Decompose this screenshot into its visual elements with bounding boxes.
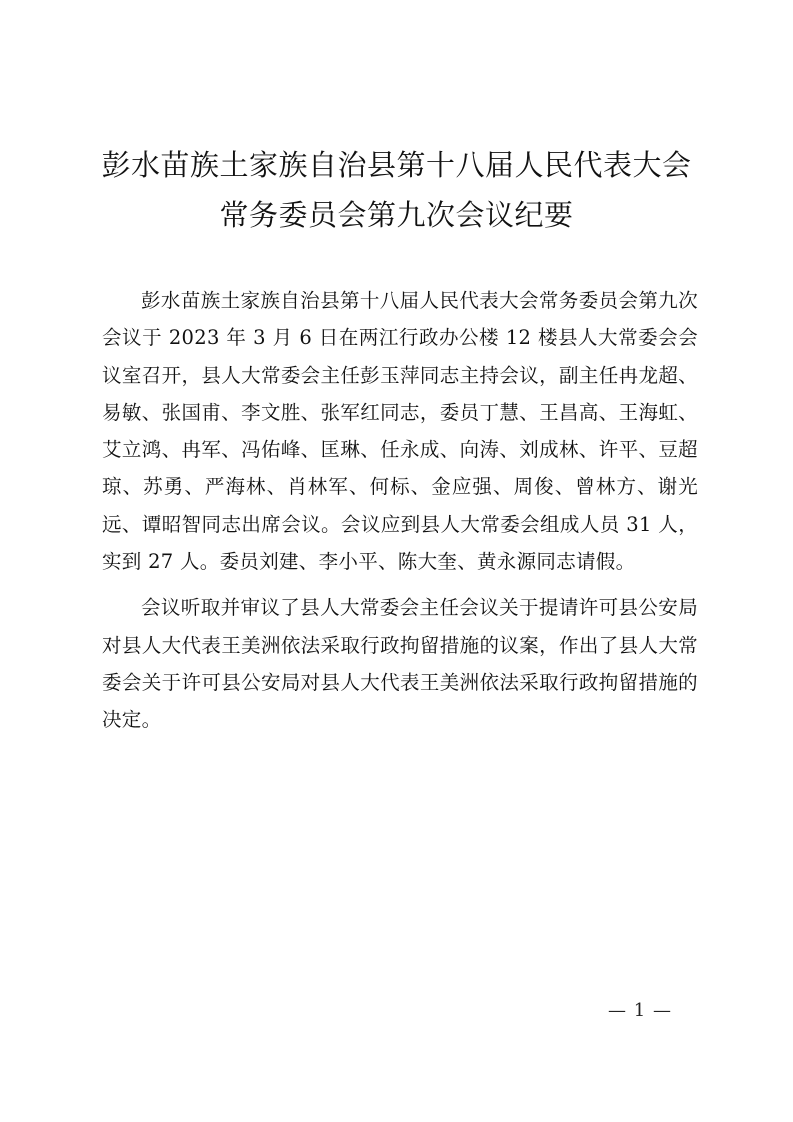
page-number: — 1 — bbox=[608, 1000, 672, 1021]
document-body bbox=[102, 282, 698, 748]
title-line-1: 彭水苗族土家族自治县第十八届人民代表大会 bbox=[101, 148, 692, 182]
title-line-2: 常务委员会第九次会议纪要 bbox=[219, 198, 574, 232]
paragraph-resolution: 会议听取并审议了县人大常委会主任会议关于提请许可县公安局对县人大代表王美洲依法采取行政拘留措施的议案，作出了县人大常委会关于许可县公安局对县人大代表王美洲依法采取行政拘留措施的决定。 bbox=[102, 596, 698, 732]
paragraph-attendance: 彭水苗族土家族自治县第十八届人民代表大会常务委员会第九次会议于 2023 年 3 月 6 日在两江行政办公楼 12 楼县人大常委会会议室召开，县人大常委会主任彭玉萍同志主持会议，副主任冉龙超、易敏、张国甫、李文胜、张军红同志，委员丁慧、王昌高、王海虹、艾立鸿、冉军、冯佑峰、匡琳、任永成、向涛、刘成林、许平、豆超琼、苏勇、严海林、肖林军、何标、金应强、周俊、曾林方、谢光远、谭昭智同志出席会议。会议应到县人大常委会组成人员 31 人，实到 27 人。委员刘建、李小平、陈大奎、黄永源同志请假。 bbox=[102, 289, 698, 574]
document-title bbox=[60, 140, 733, 240]
